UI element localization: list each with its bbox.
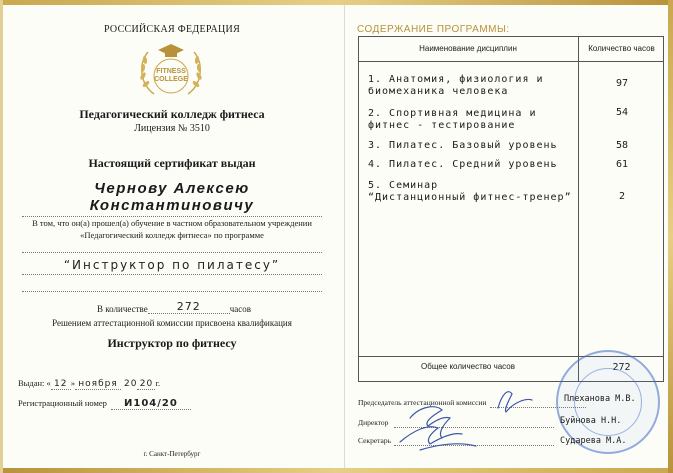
- issued-label: Настоящий сертификат выдан: [88, 156, 256, 170]
- quantity-prefix: В количестве: [97, 304, 148, 314]
- table-row: [368, 159, 573, 171]
- hours-suffix: часов: [229, 304, 251, 314]
- handwritten-signatures-icon: [380, 380, 570, 460]
- recipient-name: Чернову Алексею Константиновичу: [22, 180, 322, 217]
- year-prefix: 20: [124, 379, 138, 389]
- table-column-divider: [578, 36, 579, 382]
- country-title: РОССИЙСКАЯ ФЕДЕРАЦИЯ: [103, 24, 241, 35]
- total-hours: 272: [612, 362, 631, 373]
- reg-label: Регистрационный номер: [18, 398, 107, 408]
- college-name: Педагогический колледж фитнеса: [79, 107, 265, 121]
- body-line1: В том, что он(а) прошел(а) обучение в частном образовательном учреждении: [32, 218, 312, 228]
- year-suffix: г.: [155, 378, 161, 388]
- signatory-name: Плеханова М.В.: [564, 394, 636, 404]
- discipline-line1: 4. Пилатес. Средний уровень: [368, 159, 558, 170]
- table-row: [368, 108, 573, 132]
- signatory-name: Буйнова Н.Н.: [560, 416, 622, 426]
- date-month: ноября: [75, 379, 121, 390]
- signature-role: Директор: [358, 418, 389, 427]
- discipline-line1: 1. Анатомия, физиология и: [368, 74, 544, 85]
- divider-line: [22, 251, 322, 253]
- signature-role: Секретарь: [358, 436, 392, 445]
- issued-date-label: Выдан: «: [18, 378, 51, 388]
- discipline-hours: 54: [615, 107, 629, 118]
- divider-line: [22, 290, 322, 292]
- date-year: 20: [137, 379, 155, 390]
- body-line2: «Педагогический колледж фитнеса» по программе: [80, 230, 264, 240]
- discipline-hours: 61: [615, 159, 629, 170]
- city: г. Санкт-Петербург: [143, 450, 201, 458]
- table-row: [368, 140, 573, 152]
- discipline-line1: 5. Семинар: [368, 180, 439, 191]
- issue-date: Выдан: « 12 » ноября 20 20 г.: [18, 378, 161, 389]
- registration-line: [18, 398, 338, 410]
- program-name: “Инструктор по пилатесу”: [22, 258, 322, 275]
- col-header-hours: Количество часов: [588, 44, 655, 53]
- discipline-hours: 58: [615, 140, 629, 151]
- date-day: 12: [51, 379, 71, 390]
- signature-role: Председатель аттестационной комиссии: [358, 398, 487, 407]
- discipline-line2: биомеханика человека: [368, 86, 509, 97]
- discipline-hours: 97: [615, 78, 629, 89]
- table-row: [368, 180, 573, 204]
- hours-value: 272: [148, 300, 230, 314]
- license-number: Лицензия № 3510: [134, 123, 210, 134]
- discipline-hours: 2: [618, 191, 626, 202]
- college-logo: [132, 40, 210, 102]
- table-row: [368, 74, 573, 98]
- reg-number: И104/20: [111, 398, 191, 410]
- signatory-name: Сударева М.А.: [560, 436, 627, 446]
- gold-border-right: [668, 0, 673, 473]
- logo-line1: FITNESS: [156, 68, 186, 75]
- logo-line2: COLLEGE: [154, 76, 188, 83]
- total-label: Общее количество часов: [421, 362, 515, 371]
- discipline-line1: 2. Спортивная медицина и: [368, 108, 537, 119]
- discipline-line2: фитнес - тестирование: [368, 120, 516, 131]
- gold-border-top: [0, 0, 673, 5]
- qualification: Инструктор по фитнесу: [107, 336, 237, 350]
- gold-border-bottom: [0, 468, 673, 473]
- commission-text: Решением аттестационной комиссии присвоена квалификация: [52, 318, 292, 328]
- page-fold: [344, 5, 345, 468]
- quantity-line: [97, 302, 297, 316]
- discipline-line1: 3. Пилатес. Базовый уровень: [368, 140, 558, 151]
- discipline-line2: “Дистанционный фитнес-тренер”: [368, 192, 572, 203]
- col-header-name: Наименование дисциплин: [419, 44, 517, 53]
- program-heading: СОДЕРЖАНИЕ ПРОГРАММЫ:: [357, 24, 510, 35]
